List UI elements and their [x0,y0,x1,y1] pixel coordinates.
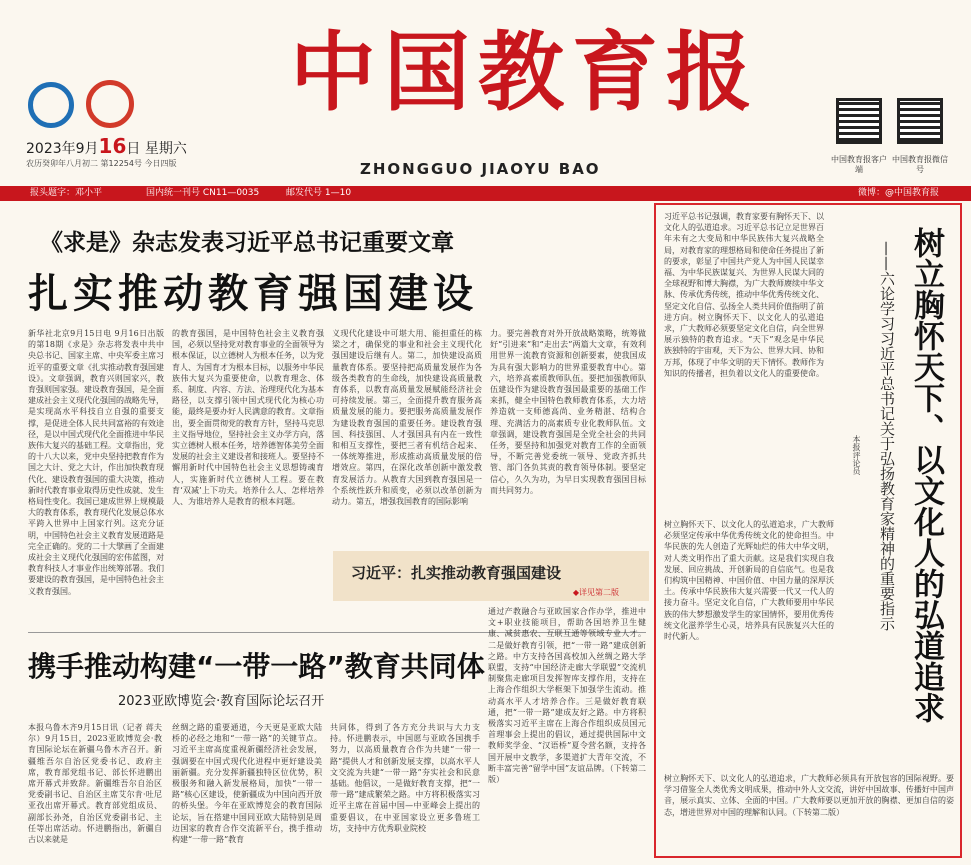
related-article-title: 习近平：扎实推动教育强国建设 [351,564,562,582]
anniversary-emblem-icon [86,80,134,128]
qr-app-label: 中国教育报客户端 [831,155,887,174]
second-column-2: 丝绸之路的重要通道，今天更是亚欧大陆桥的必经之地和“一带一路”的关键节点。习近平主席高度重视新疆经济社会发展，强调要在中国式现代化进程中更好建设美丽新疆。充分发挥新疆独特区位优势，积极服务和融入新发展格局，加快“一带一路”核心区建设，使新疆成为中国向西开放的桥头堡。今年在亚欧博览会的教育国际论坛，旨在搭建中国同亚欧大陆特别是周边国家的教育合作交流新平台，携手推动构建“一带一路”教育 [172,723,322,845]
weibo-handle[interactable]: 微博：@中国教育报 [858,188,940,198]
postal-code: 邮发代号 1—10 [286,188,352,198]
lead-column-1: 新华社北京9月15日电 9月16日出版的第18期《求是》杂志将发表中共中央总书记、国家主席、中央军委主席习近平的重要文章《扎实推动教育强国建设》。文章强调，教育兴则国家兴，教育强则国家强。建设教育强国，是全面建成社会主义现代化强国的战略先导，是实现高水平科技自立自强的重要支撑，是促进全体人民共同富裕的有效途径，是以中国式现代化全面推进中华民族伟大复兴的基础工程。文章指出，党的十八大以来，党中央坚持把教育作为国之大计、党之大计，作出加快教育现代化、建设教育强国的重大决策，推动新时代教育事业取得历史性成就、发生格局性变化。我国已建成世界上规模最大的教育体系，教育现代化发展总体水平跨入世界中上国家行列。这充分证明，中国特色社会主义教育发展道路是完全正确的。党的二十大擘画了全面建成社会主义现代化强国的宏伟蓝图，对教育科技人才事业作出统筹部署。我们要建设的教育强国，是中国特色社会主义教育强国。 [28,329,164,596]
lead-headline[interactable]: 扎实推动教育强国建设 [28,271,478,317]
date-suffix: 日 星期六 [126,141,187,157]
title-calligraphy-credit: 报头题字：邓小平 [30,188,103,198]
logo-icon [28,82,74,128]
lead-column-3: 义现代化建设中可堪大用、能担重任的栋梁之才，确保党的事业和社会主义现代化强国建设后继有人。第二，加快建设高质量教育体系。要坚持把高质量发展作为各级各类教育的生命线，加快建设高质量教育体系，以教育高质量发展赋能经济社会可持续发展。第三，全面提升教育服务高质量发展的能力。要把服务高质量发展作为建设教育强国的重要任务。建设教育强国、科技强国、人才强国具有内在一致性和相互支撑性，要把三者有机结合起来、一体统筹推进，形成推动高质量发展的倍增效应。第四，在深化改革创新中激发教育发展活力。从教育大国到教育强国是一个系统性跃升和质变，必须以改革创新为动力。第五，增强我国教育的国际影响 [332,329,482,507]
commentary-body-1: 习近平总书记强调，教育家要有胸怀天下、以文化人的弘道追求。习近平总书记立足世界百年未有之大变局和中华民族伟大复兴战略全局，对教育家的理想格局和使命任务提出了新的要求，彰显了中国共产党人为中国人民谋幸福、为中华民族谋复兴、为世界人民谋大同的全球视野和博大胸襟，为广大教师赓续中华文脉、传承优秀传统，推动中华优秀传统文化、坚定文化自信、弘扬全人类共同价值指明了前进方向。树立胸怀天下、以文化人的弘道追求，广大教师必须要坚定文化自信，向全世界展示独特的教育追求。“天下”观念是中华民族独特的宇宙观，天下为公、世界大同、协和万邦，体现了中华文明的天下情怀。教师作为知识的传播者，担负着以文化人的重要使命。 [664,212,824,378]
date-day: 16 [98,134,127,158]
dateline [26,134,187,158]
cn-serial-number: 国内统一刊号 CN11—0035 [146,188,260,198]
newspaper-title: 中国教育报 [290,22,760,123]
second-column-4: 通过产教融合与亚欧国家合作办学，推进中文+职业技能项目，帮助各国培养卫生健康、减贫惠农、互联互通等领域专业人才。二是做好教育引领，把“一带一路”建成创新之路。中方支持各国高校加入丝绸之路大学联盟，支持“中国经济走廊大学联盟”交流机制聚焦走廊项目发挥智库支撑作用，支持在上海合作组织大学框架下加强学生流动。推动高水平人才培养合作。三是做好教育联通，把“一带一路”建成友好之路。中方将积极落实习近平主席在上海合作组织成员国元首理事会上提出的倡议，通过提供国际中文教师奖学金、“汉语桥”夏令营名额，支持各国开展中文教学，多渠道扩大青年交流，不断丰富完善“留学中国”友谊品牌。（下转第二版） [488,607,646,785]
commentary-byline: 本报评论员 [852,435,861,475]
lead-column-2: 的教育强国，是中国特色社会主义教育强国，必须以坚持党对教育事业的全面领导为根本保证，以立德树人为根本任务，以为党育人、为国育才为根本目标，以服务中华民族伟大复兴为重要使命，以教育理念、体系、制度、内容、方法、治理现代化为基本路径，以支撑引领中国式现代化为核心功能，最终是要办好人民满意的教育。文章指出，要全面贯彻党的教育方针，坚持马克思主义指导地位，坚持社会主义办学方向，落实立德树人根本任务，培养德智体美劳全面发展的社会主义建设者和接班人。要坚持不懈用新时代中国特色社会主义思想铸魂育人，实施新时代立德树人工程。要在教育‘双减’上下功夫。培养什么人、怎样培养人、为谁培养人是教育的根本问题。 [172,329,324,507]
commentary-body-2: 树立胸怀天下、以文化人的弘道追求，广大教师必须坚定传承中华优秀传统文化的使命担当。中华民族的先人创造了光辉灿烂的伟大中华文明，对人类文明作出了重大贡献。这是我们实现自我发展、回应挑战、开创新局的自信底气。也是我们构筑中国精神、中国价值、中国力量的深厚沃土。传承中华民族伟大复兴需要一代又一代人的接力奋斗。坚定文化自信，广大教师要用中华民族的伟大梦想激发学生的家国情怀，要用优秀传统文化滋养学生心灵，培养具有民族复兴大任的时代新人。 [664,520,834,642]
info-bar [0,186,971,201]
second-headline[interactable]: 携手推动构建“一带一路”教育共同体 [28,650,485,683]
lead-column-4: 力。要完善教育对外开放战略策略，统筹做好“引进来”和“走出去”两篇大文章，有效利用世界一流教育资源和创新要素，使我国成为具有强大影响力的世界重要教育中心。第六，培养高素质教师队伍。要把加强教师队伍建设作为建设教育强国最重要的基础工作来抓，健全中国特色教师教育体系，大力培养造就一支师德高尚、业务精湛、结构合理、充满活力的高素质专业化教师队伍。文章强调，建设教育强国是全党全社会的共同任务，要坚持和加强党对教育工作的全面领导，不断完善党委统一领导、党政齐抓共管、部门各负其责的教育领导体制。要坚定信心，久久为功，为早日实现教育强国目标而共同努力。 [490,329,646,495]
commentary-title[interactable]: 树立胸怀天下、以文化人的弘道追求 [908,227,944,723]
lead-kicker: 《求是》杂志发表习近平总书记重要文章 [40,230,454,256]
related-article-box[interactable] [333,551,649,601]
qr-code-wechat-icon[interactable] [897,98,943,144]
commentary-subtitle: ——六论学习习近平总书记关于弘扬教育家精神的重要指示 [878,241,896,631]
qr-code-app-icon[interactable] [836,98,882,144]
second-subhead: 2023亚欧博览会·教育国际论坛召开 [118,694,325,709]
masthead [0,0,971,186]
second-column-3: 共同体，得到了各方充分共识与大力支持。怀进鹏表示，中国愿与亚欧各国携手努力，以高质量教育合作为共建“一带一路”提供人才和创新发展支撑，以高水平人文交流为共建“一带一路”夯实社会和民意基础。他倡议，一是做好教育支撑，把“一带一路”建成繁荣之路。中方将积极落实习近平主席在首届中国—中亚峰会上提出的重要倡议，在中亚国家设立更多鲁班工坊，支持中方优秀职业院校 [330,723,480,833]
commentary-panel [654,203,962,858]
date-prefix: 2023年9月 [26,141,99,157]
commentary-body-3: 树立胸怀天下、以文化人的弘道追求，广大教师必须具有开放包容的国际视野。要学习借鉴全人类优秀文明成果，推动中外人文交流，讲好中国故事、传播好中国声音，展示真实、立体、全面的中国。广大教师要以更加开放的胸襟、更加自信的姿态，增进世界对中国的理解和认同。（下转第二版） [664,774,954,817]
second-column-1: 本报乌鲁木齐9月15日讯（记者 蒋夫尔）9月15日，2023亚欧博览会·教育国际论坛在新疆乌鲁木齐召开。新疆维吾尔自治区党委书记、政府主席，教育部党组书记、部长怀进鹏出席开幕式并致辞。新疆维吾尔自治区党委副书记、自治区主席艾尔肯·吐尼亚孜出席开幕式。教育部党组成员、副部长孙尧，自治区党委副书记、主任等出席活动。怀进鹏指出，新疆自古以来就是 [28,723,162,845]
newspaper-pinyin: ZHONGGUO JIAOYU BAO [360,160,601,178]
issue-info: 农历癸卯年八月初二 第12254号 今日四版 [26,159,177,168]
qr-wechat-label: 中国教育报微信号 [892,155,948,174]
related-article-ref: ◆详见第二版 [572,588,619,597]
